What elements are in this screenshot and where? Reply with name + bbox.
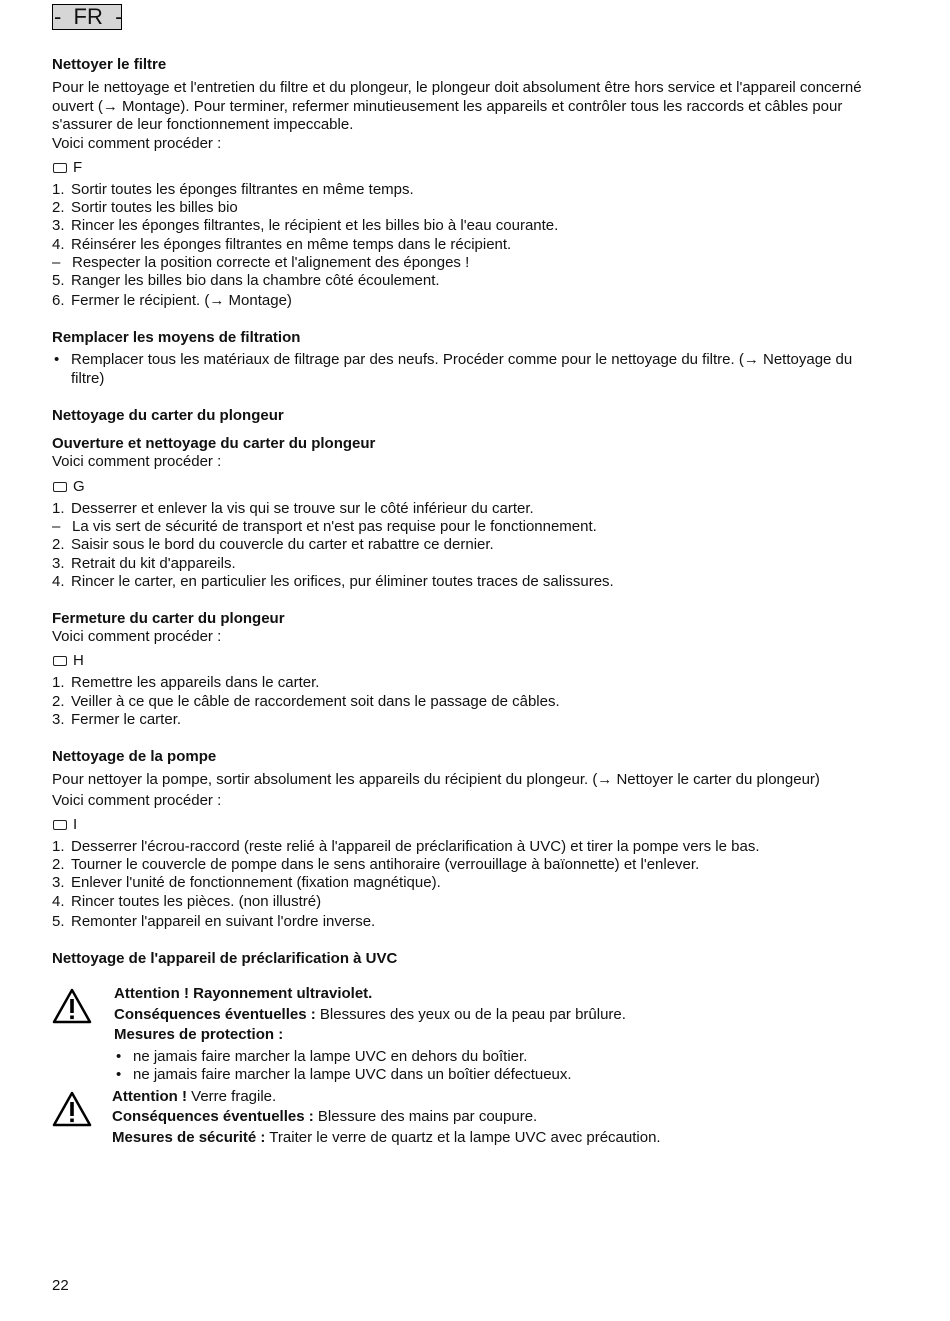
- heading-replace-media: Remplacer les moyens de filtration: [52, 329, 301, 347]
- list-item: 2. Sortir toutes les billes bio: [52, 199, 238, 217]
- figure-icon: [53, 482, 67, 492]
- figure-label: H: [73, 652, 84, 670]
- page-number: 22: [52, 1277, 69, 1294]
- list-item: 4. Rincer le carter, en particulier les orifices, pur éliminer toutes traces de salissures.: [52, 572, 614, 590]
- housing-close-steps: [52, 674, 882, 729]
- warning-title: Attention ! Rayonnement ultraviolet.: [114, 985, 373, 1003]
- list-item: 4. Réinsérer les éponges filtrantes en même temps dans le récipient. – Respecter la position correcte et l'alignement des éponges !: [52, 236, 882, 272]
- list-item: • Remplacer tous les matériaux de filtrage par des neufs. Procéder comme pour le nettoyage du filtre. (→ Nettoyage du filtre): [54, 351, 853, 387]
- filter-clean-intro: Pour le nettoyage et l'entretien du filtre et du plongeur, le plongeur doit absolument être hors service et l'appareil concerné ouvert (→ Montage). Pour terminer, refermer minutieusement les appareils et contrôler tous les raccords et câbles pour s'assurer de leur fonctionnement impeccable.: [52, 79, 862, 133]
- heading-filter-clean: Nettoyer le filtre: [52, 56, 167, 73]
- warning-triangle-icon: [52, 984, 114, 1085]
- protection-list: [114, 1048, 882, 1085]
- list-item: 1. Sortir toutes les éponges filtrantes en même temps.: [52, 181, 414, 198]
- document-body: [52, 55, 882, 1148]
- pump-clean-procedure: Voici comment procéder :: [52, 791, 222, 809]
- list-item: • ne jamais faire marcher la lampe UVC dans un boîtier défectueux.: [116, 1066, 572, 1084]
- pump-clean-steps: [52, 838, 882, 931]
- consequence-text: Blessures des yeux ou de la peau par brûlure.: [315, 1005, 626, 1023]
- consequence-text: Blessure des mains par coupure.: [313, 1108, 538, 1126]
- list-item: 3. Retrait du kit d'appareils.: [52, 554, 236, 572]
- attention-label: Attention !: [112, 1087, 187, 1105]
- filter-clean-steps: [52, 181, 882, 310]
- list-item: 1. Remettre les appareils dans le carter.: [52, 674, 320, 692]
- list-item: 3. Fermer le carter.: [52, 710, 182, 728]
- figure-label: G: [73, 477, 85, 495]
- list-item: 3. Enlever l'unité de fonctionnement (fixation magnétique).: [52, 874, 441, 892]
- warning-uv-radiation: [52, 984, 882, 1085]
- pump-clean-intro: Pour nettoyer la pompe, sortir absolument les appareils du récipient du plongeur. (→ Nettoyer le carter du plongeur): [52, 771, 820, 789]
- safety-text: Traiter le verre de quartz et la lampe UVC avec précaution.: [265, 1128, 661, 1146]
- figure-ref-h: [52, 652, 882, 670]
- list-item: 2. Veiller à ce que le câble de raccordement soit dans le passage de câbles.: [52, 692, 560, 710]
- list-item: 1. Desserrer et enlever la vis qui se trouve sur le côté inférieur du carter. – La vis sert de sécurité de transport et n'est pas requise pour le fonctionnement.: [52, 500, 882, 536]
- step-note: – La vis sert de sécurité de transport et n'est pas requise pour le fonctionnement.: [52, 518, 597, 536]
- warning-fragile-glass: [52, 1087, 882, 1149]
- housing-open-steps: [52, 500, 882, 591]
- protection-label: Mesures de protection :: [114, 1026, 284, 1044]
- figure-ref-i: [52, 816, 882, 834]
- heading-housing-close: Fermeture du carter du plongeur: [52, 609, 285, 627]
- figure-icon: [53, 820, 67, 830]
- list-item: 3. Rincer les éponges filtrantes, le récipient et les billes bio à l'eau courante.: [52, 217, 559, 235]
- list-item: 6. Fermer le récipient. (→ Montage): [52, 292, 292, 310]
- heading-uvc-clean: Nettoyage de l'appareil de préclarification à UVC: [52, 950, 398, 968]
- list-item: 2. Saisir sous le bord du couvercle du carter et rabattre ce dernier.: [52, 536, 494, 554]
- list-item: 4. Rincer toutes les pièces. (non illustré): [52, 892, 322, 910]
- figure-ref-g: [52, 478, 882, 496]
- safety-label: Mesures de sécurité :: [112, 1128, 266, 1146]
- housing-close-procedure: Voici comment procéder :: [52, 627, 222, 645]
- list-item: 5. Remonter l'appareil en suivant l'ordre inverse.: [52, 912, 376, 930]
- figure-label: I: [73, 816, 78, 834]
- heading-housing-open: Ouverture et nettoyage du carter du plongeur: [52, 435, 376, 453]
- consequence-label: Conséquences éventuelles :: [112, 1108, 314, 1126]
- housing-open-procedure: Voici comment procéder :: [52, 453, 222, 471]
- attention-text: Verre fragile.: [186, 1087, 277, 1105]
- figure-icon: [53, 656, 67, 666]
- list-item: 5. Ranger les billes bio dans la chambre côté écoulement.: [52, 272, 440, 290]
- figure-label: F: [73, 159, 83, 176]
- language-tag: - FR -: [54, 4, 123, 29]
- figure-ref-f: [52, 159, 882, 177]
- heading-housing-clean: Nettoyage du carter du plongeur: [52, 407, 284, 425]
- heading-pump-clean: Nettoyage de la pompe: [52, 748, 217, 766]
- list-item: 1. Desserrer l'écrou-raccord (reste relié à l'appareil de préclarification à UVC) et tirer la pompe vers le bas.: [52, 838, 760, 856]
- consequence-label: Conséquences éventuelles :: [114, 1005, 316, 1023]
- list-item: 2. Tourner le couvercle de pompe dans le sens antihoraire (verrouillage à baïonnette) et l'enlever.: [52, 856, 700, 874]
- replace-media-list: [52, 351, 882, 388]
- figure-icon: [53, 163, 67, 173]
- step-note: – Respecter la position correcte et l'alignement des éponges !: [52, 253, 470, 271]
- list-item: • ne jamais faire marcher la lampe UVC en dehors du boîtier.: [116, 1047, 528, 1065]
- filter-clean-procedure: Voici comment procéder :: [52, 134, 222, 152]
- warning-triangle-icon: [52, 1087, 112, 1149]
